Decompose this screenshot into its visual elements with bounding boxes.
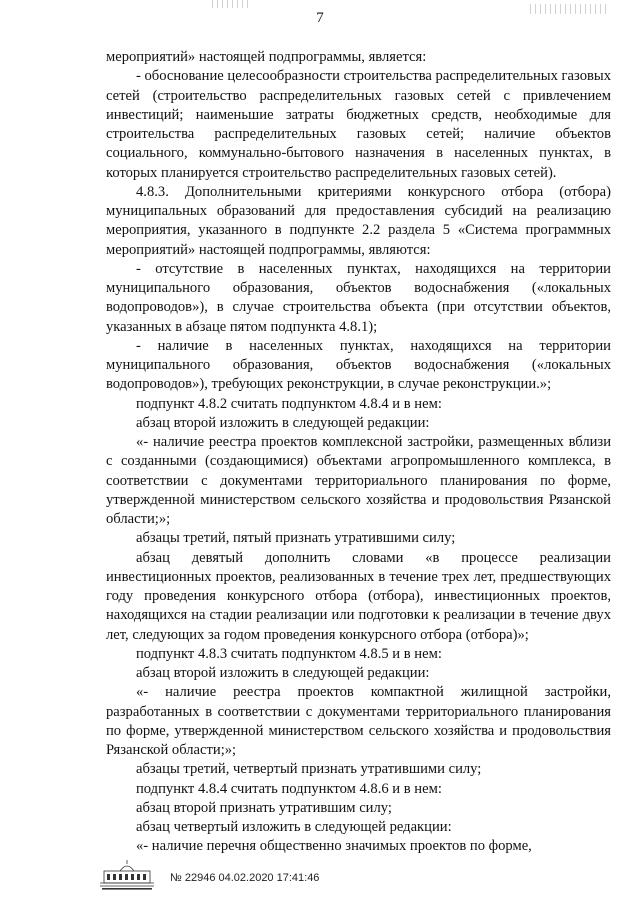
page-footer [96,857,616,897]
paragraph: - обоснование целесообразности строительства распределительных газовых сетей (строительство распределительных газовых сетей с привлечением инвестиций; наименьшие затраты бюджетных средств, необходимые для строительства распределительных газовых сетей; наличие объектов социального, коммунально-бытового назначения в населенных пунктах, в которых планируется строительство распределительных газовых сетей). [106,68,611,181]
paragraph: абзац второй признать утратившим силу; [136,799,392,816]
paragraph: абзацы третий, пятый признать утратившими силу; [136,530,456,547]
paragraph: 4.8.3. Дополнительными критериями конкурсного отбора (отбора) муниципальных образований для предоставления субсидий на реализацию мероприятия, указанного в подпункте 2.2 раздела 5 «Система программных мероприятий» настоящей подпрограммы, являются: [106,183,611,258]
paragraph: мероприятий» настоящей подпрограммы, является: [106,49,427,65]
paragraph: абзац второй изложить в следующей редакции: [136,665,430,681]
paragraph: - отсутствие в населенных пунктах, находящихся на территории муниципального образования, объектов водоснабжения («локальных водопроводов»), в случае строительства объекта (при отсутствии объектов, указанных в абзаце пятом подпункта 4.8.1); [106,260,611,335]
paragraph: «- наличие реестра проектов комплексной застройки, размещенных вблизи с созданными (создающимися) объектами агропромышленного комплекса, в соответствии с документами территориального планирования по форме, утвержденной министерством сельского хозяйства и продовольствия Рязанской области;»; [106,434,611,527]
page-number: 7 [316,10,324,26]
building-emblem-icon [96,857,158,895]
document-stamp-number: № 22946 04.02.2020 17:41:46 [170,872,320,884]
paragraph: подпункт 4.8.2 считать подпунктом 4.8.4 и в нем: [136,395,442,412]
paragraph: абзацы третий, четвертый признать утратившими силу; [136,761,482,778]
document-body [106,48,611,857]
paragraph: подпункт 4.8.3 считать подпунктом 4.8.5 и в нем: [136,645,442,662]
paragraph: подпункт 4.8.4 считать подпунктом 4.8.6 и в нем: [136,780,442,797]
scan-noise [212,0,252,8]
paragraph: «- наличие реестра проектов компактной жилищной застройки, разработанных в соответствии с документами территориального планирования по форме, утвержденной министерством сельского хозяйства и продовольствия Рязанской области;»; [106,684,611,758]
paragraph: «- наличие перечня общественно значимых проектов по форме, [136,838,532,855]
paragraph: абзац четвертый изложить в следующей редакции: [136,819,452,835]
paragraph: - наличие в населенных пунктах, находящихся на территории муниципального образования, объектов водоснабжения («локальных водопроводов»), требующих реконструкции, в случае реконструкции.»; [106,337,611,393]
paragraph: абзац девятый дополнить словами «в процессе реализации инвестиционных проектов, реализованных в течение трех лет, предшествующих году проведения конкурсного отбора (отбора), инвестиционных проектов, находящихся на стадии реализации или подготовки к реализации в течение двух лет, следующих за годом проведения конкурсного отбора (отбора)»; [106,549,611,643]
paragraph: абзац второй изложить в следующей редакции: [136,414,430,431]
